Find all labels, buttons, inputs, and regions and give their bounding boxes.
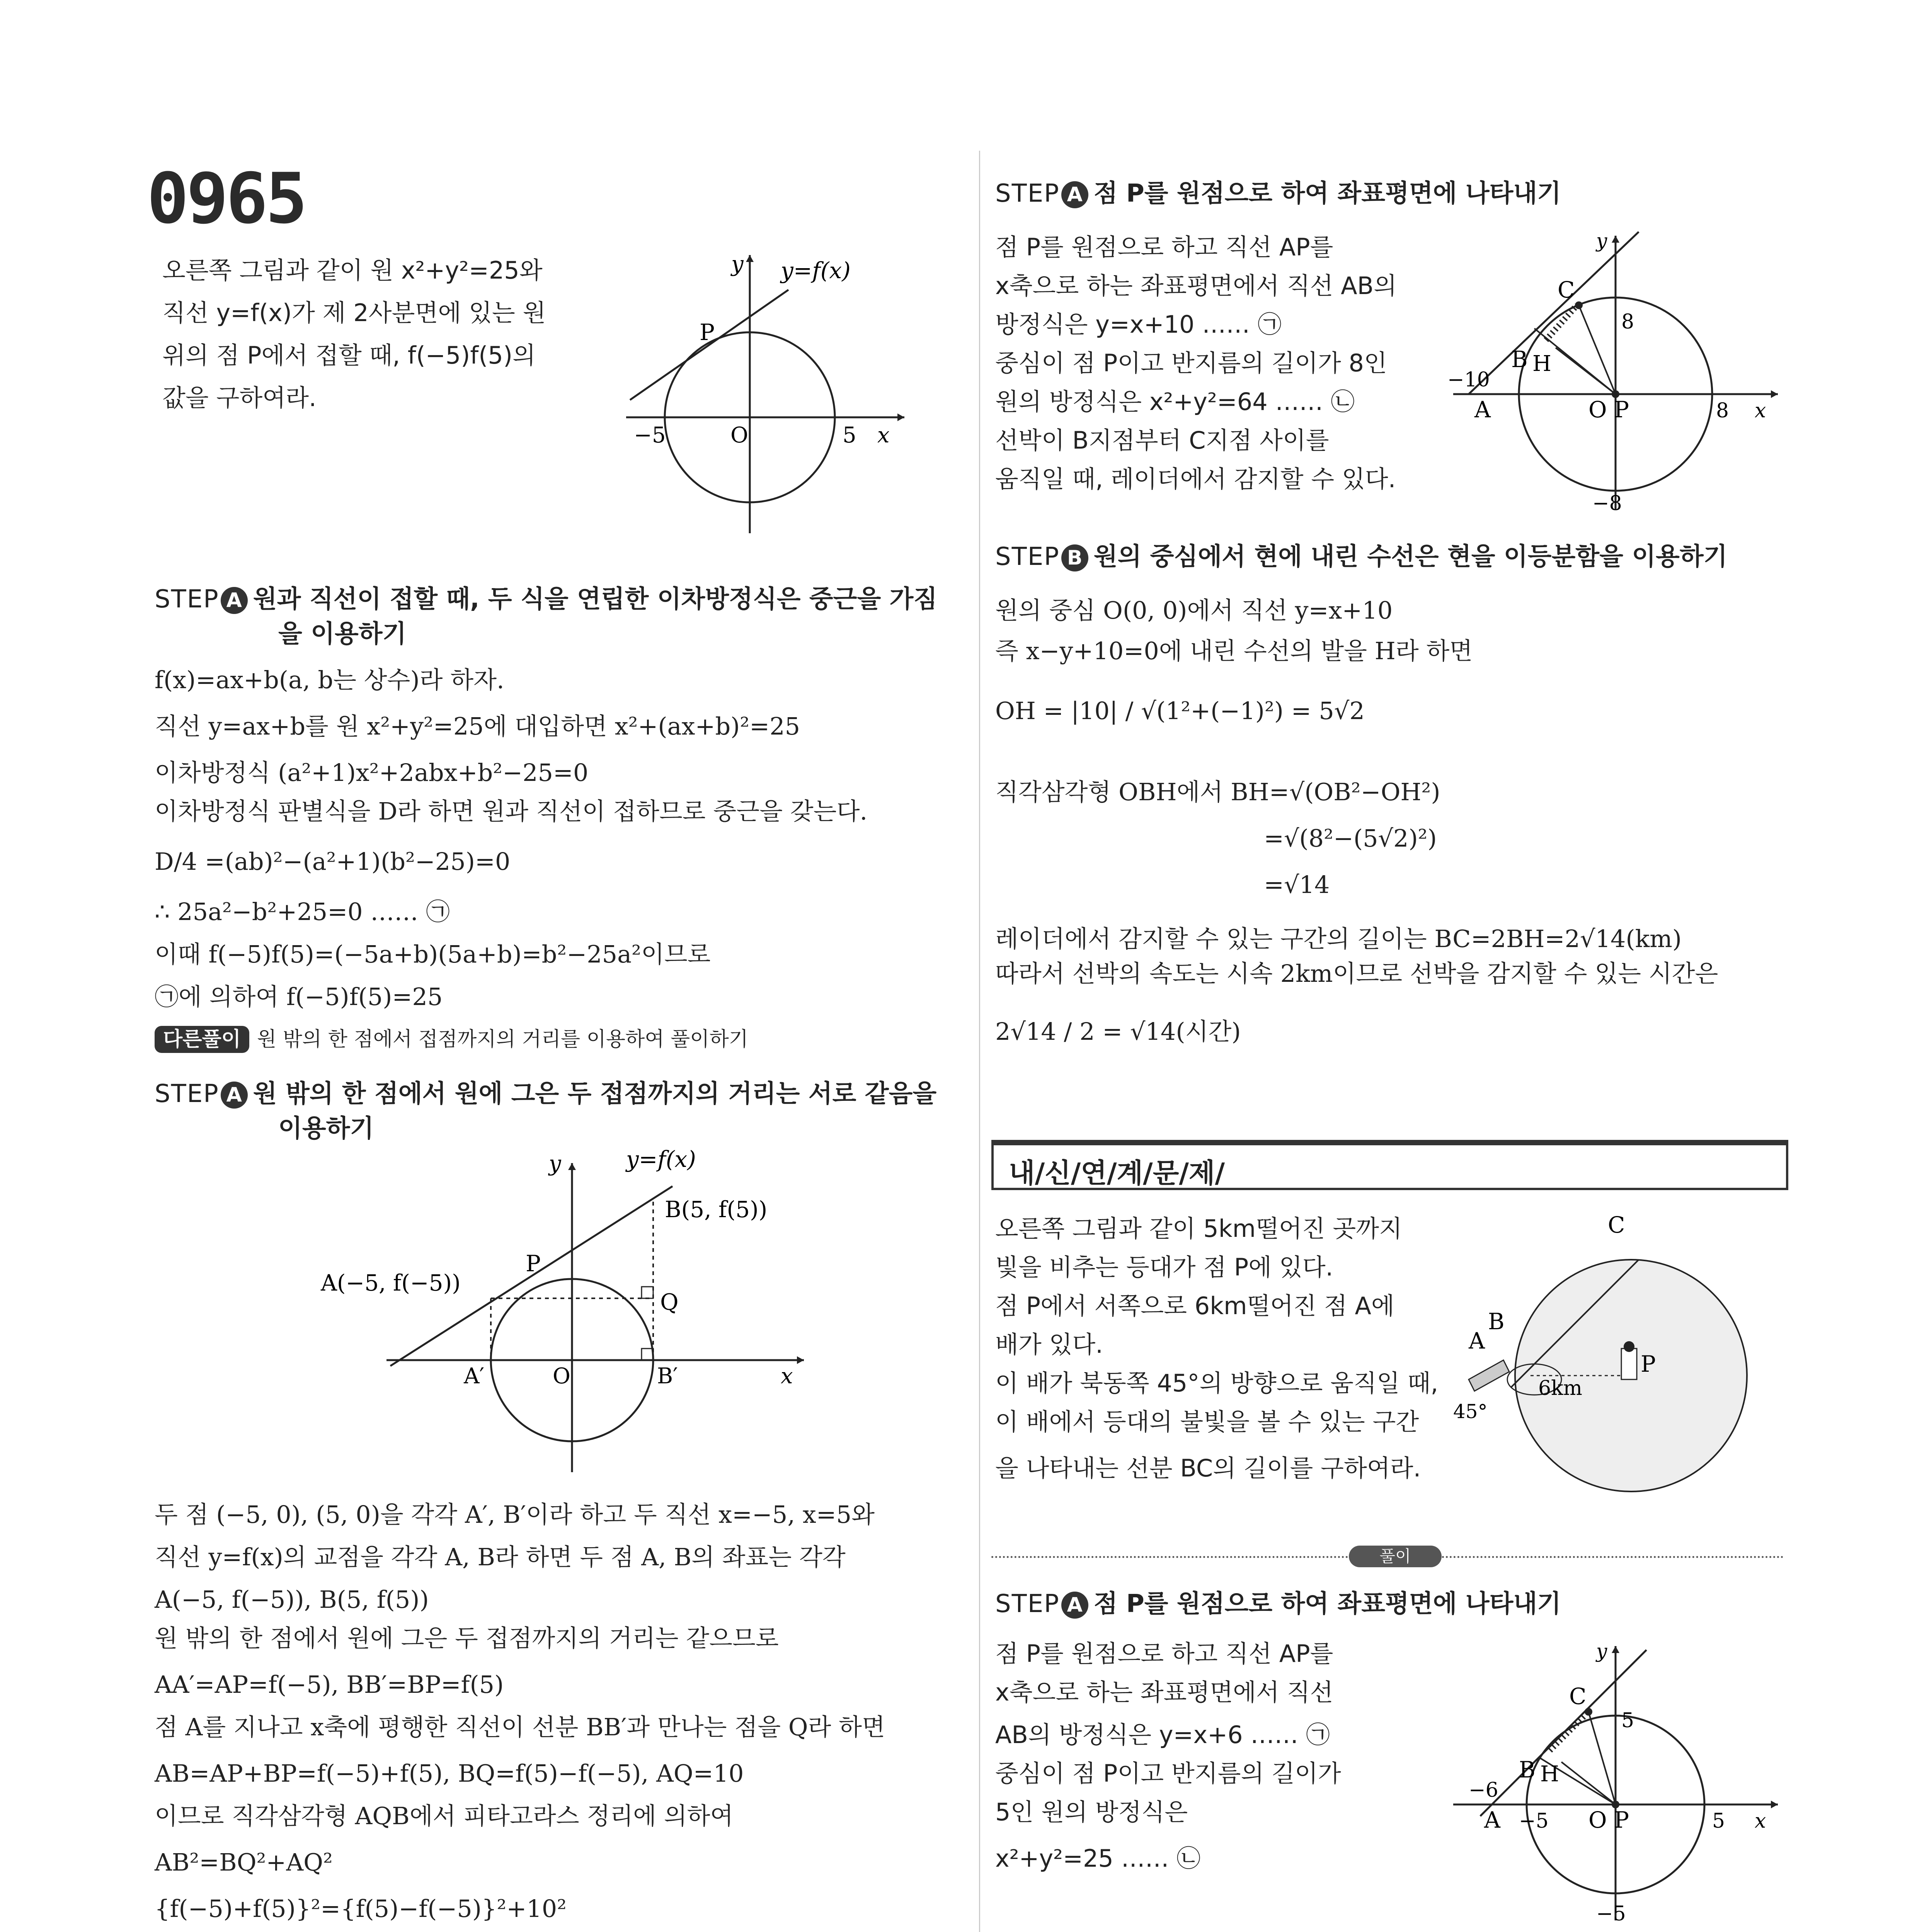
solution-line: AA′=AP=f(−5), BB′=BP=f(5) xyxy=(155,1670,504,1699)
fig-label-p5: 5 xyxy=(843,423,856,448)
step-badge: A xyxy=(221,1082,248,1109)
fig-label-O: O xyxy=(730,423,748,448)
linked-problem-title: 내/신/연/계/문/제/ xyxy=(1009,1157,1225,1189)
figA2-m5: −5 xyxy=(1519,1810,1549,1833)
solution-line: 점 A를 지나고 x축에 평행한 직선이 선분 BB′과 만나는 점을 Q라 하면 xyxy=(155,1713,885,1741)
fig-label-y: y xyxy=(731,252,744,277)
link-fig-angle: 45° xyxy=(1453,1400,1488,1423)
figA2-H: H xyxy=(1540,1762,1559,1787)
step-badge: A xyxy=(1061,181,1088,208)
figA-A: A xyxy=(1474,396,1491,423)
figA2-m6: −6 xyxy=(1469,1779,1498,1802)
fig2-label-x: x xyxy=(781,1364,793,1389)
solution-line: 레이더에서 감지할 수 있는 구간의 길이는 BC=2BH=2√14(km) xyxy=(995,925,1682,953)
fig2-label-Q: Q xyxy=(660,1289,679,1315)
solution-line: 즉 x−y+10=0에 내린 수선의 발을 H라 하면 xyxy=(995,637,1473,665)
solution-line: AB의 방정식은 y=x+6 …… ㉠ xyxy=(995,1721,1330,1749)
problem-line: 배가 있다. xyxy=(995,1330,1103,1359)
figA2-m5y: −5 xyxy=(1596,1902,1626,1925)
solution-line: 중심이 점 P이고 반지름의 길이가 8인 xyxy=(995,349,1387,377)
solution-line: 이때 f(−5)f(5)=(−5a+b)(5a+b)=b²−25a²이므로 xyxy=(155,940,711,968)
solution-line: 직선 y=f(x)의 교점을 각각 A, B라 하면 두 점 A, B의 좌표는 각각 xyxy=(155,1543,846,1571)
figA-y: y xyxy=(1596,230,1607,252)
step-a-heading-2-cont: 이용하기 xyxy=(278,1114,374,1143)
problem-line: 빛을 비추는 등대가 점 P에 있다. xyxy=(995,1253,1333,1281)
figA2-5x: 5 xyxy=(1712,1810,1725,1833)
step-a-heading-2: STEP A 원 밖의 한 점에서 원에 그은 두 접점까지의 거리는 서로 같음을 xyxy=(155,1080,937,1108)
figA2-OP: O P xyxy=(1588,1807,1629,1833)
fig-label-fx: y=f(x) xyxy=(781,257,851,284)
figA2-y: y xyxy=(1596,1640,1607,1662)
link-fig-6km: 6km xyxy=(1538,1377,1582,1400)
link-fig-A: A xyxy=(1469,1328,1485,1354)
solution-line: 원 밖의 한 점에서 원에 그은 두 접점까지의 거리는 같으므로 xyxy=(155,1624,779,1652)
alt-solution-badge: 다른풀이 xyxy=(155,1026,249,1053)
problem-line: 오른쪽 그림과 같이 원 x²+y²=25와 xyxy=(162,256,543,284)
solution-line: 중심이 점 P이고 반지름의 길이가 xyxy=(995,1759,1341,1787)
link-fig-C: C xyxy=(1608,1212,1625,1238)
figA-8x: 8 xyxy=(1716,399,1729,422)
figA-C: C xyxy=(1558,277,1575,303)
figA2-C: C xyxy=(1569,1683,1587,1709)
solution-line: 원의 중심 O(0, 0)에서 직선 y=x+10 xyxy=(995,596,1393,624)
solution-line: 직각삼각형 OBH에서 BH=√(OB²−OH²) xyxy=(995,778,1440,806)
figA2-x: x xyxy=(1755,1810,1766,1833)
solution-line: OH = |10| / √(1²+(−1)²) = 5√2 xyxy=(995,697,1365,725)
fig2-label-fx: y=f(x) xyxy=(626,1146,696,1172)
problem-line: 점 P에서 서쪽으로 6km떨어진 점 A에 xyxy=(995,1292,1394,1320)
solution-line: x축으로 하는 좌표평면에서 직선 xyxy=(995,1678,1333,1706)
column-divider xyxy=(979,151,980,1932)
solution-line: AB²=BQ²+AQ² xyxy=(155,1848,333,1876)
fig2-label-Bp: B′ xyxy=(657,1364,678,1389)
fig-label-m5: −5 xyxy=(634,423,666,448)
step-badge: A xyxy=(1061,1592,1088,1619)
solution-line: 2√14 / 2 = √14(시간) xyxy=(995,1017,1241,1046)
figure-0965-tangent-lengths xyxy=(317,1144,843,1476)
problem-number-0965: 0965 xyxy=(147,158,305,239)
right-step-b-heading: STEP B 원의 중심에서 현에 내린 수선은 현을 이등분함을 이용하기 xyxy=(995,543,1728,571)
fig2-label-P: P xyxy=(526,1250,541,1277)
solution-line: AB=AP+BP=f(−5)+f(5), BQ=f(5)−f(−5), AQ=10 xyxy=(155,1759,744,1787)
problem-line: 위의 점 P에서 접할 때, f(−5)f(5)의 xyxy=(162,341,536,369)
problem-line: 직선 y=f(x)가 제 2사분면에 있는 원 xyxy=(162,299,546,327)
fig2-label-Ap: A′ xyxy=(464,1364,485,1389)
solution-line: ∴ 25a²−b²+25=0 …… ㉠ xyxy=(155,898,450,926)
problem-line: 값을 구하여라. xyxy=(162,384,317,412)
fig2-label-O: O xyxy=(553,1364,570,1389)
alternative-solution-banner: 다른풀이 원 밖의 한 점에서 접점까지의 거리를 이용하여 풀이하기 xyxy=(155,1026,748,1053)
figA2-A: A xyxy=(1484,1807,1500,1833)
solution-line: 이므로 직각삼각형 AQB에서 피타고라스 정리에 의하여 xyxy=(155,1802,734,1830)
solution-line: 이차방정식 판별식을 D라 하면 원과 직선이 접하므로 중근을 갖는다. xyxy=(155,797,868,825)
solution-tag: 풀이 xyxy=(1349,1546,1442,1567)
solution-line: D/4 =(ab)²−(a²+1)(b²−25)=0 xyxy=(155,847,511,876)
solution-line: =√14 xyxy=(1264,871,1330,899)
solution-line: 직선 y=ax+b를 원 x²+y²=25에 대입하면 x²+(ax+b)²=25 xyxy=(155,712,800,740)
figA-B: B xyxy=(1511,346,1528,372)
solution-line: 점 P를 원점으로 하고 직선 AP를 xyxy=(995,233,1333,261)
solution-line: f(x)=ax+b(a, b는 상수)라 하자. xyxy=(155,666,504,694)
fig-label-P: P xyxy=(700,319,715,345)
solution-line: 5인 원의 방정식은 xyxy=(995,1798,1188,1826)
link-fig-P: P xyxy=(1641,1351,1656,1377)
solution-line: 점 P를 원점으로 하고 직선 AP를 xyxy=(995,1639,1333,1668)
figure-linked-coordinate xyxy=(1445,1634,1786,1928)
step-a-heading-1: STEP A 원과 직선이 접할 때, 두 식을 연립한 이차방정식은 중근을 가짐 xyxy=(155,585,938,614)
step-badge: B xyxy=(1061,544,1088,571)
figure-linked-lighthouse xyxy=(1445,1209,1786,1503)
right-step-a-heading: STEP A 점 P를 원점으로 하여 좌표평면에 나타내기 xyxy=(995,179,1561,208)
problem-line: 이 배에서 등대의 불빛을 볼 수 있는 구간 xyxy=(995,1408,1419,1436)
fig2-label-B: B(5, f(5)) xyxy=(665,1196,768,1223)
figA-x: x xyxy=(1755,399,1766,422)
problem-line: 오른쪽 그림과 같이 5km떨어진 곳까지 xyxy=(995,1214,1403,1243)
figA-m10: −10 xyxy=(1447,368,1490,391)
solution-line: 이차방정식 (a²+1)x²+2abx+b²−25=0 xyxy=(155,759,589,787)
figure-0965-circle-tangent xyxy=(618,247,912,541)
solution-line: =√(8²−(5√2)²) xyxy=(1264,824,1437,852)
problem-line: 이 배가 북동쪽 45°의 방향으로 움직일 때, xyxy=(995,1369,1439,1397)
solution-line: 따라서 선박의 속도는 시속 2km이므로 선박을 감지할 수 있는 시간은 xyxy=(995,959,1718,988)
figA2-5: 5 xyxy=(1621,1709,1634,1732)
solution-line: 움직일 때, 레이더에서 감지할 수 있다. xyxy=(995,465,1396,493)
solution-line: x²+y²=25 …… ㉡ xyxy=(995,1844,1201,1872)
figA-8: 8 xyxy=(1621,310,1634,333)
linked-step-a-heading: STEP A 점 P를 원점으로 하여 좌표평면에 나타내기 xyxy=(995,1590,1561,1618)
figure-right-coordinate-radar xyxy=(1445,224,1786,518)
solution-line: 선박이 B지점부터 C지점 사이를 xyxy=(995,426,1329,454)
solution-line: 방정식은 y=x+10 …… ㉠ xyxy=(995,310,1282,338)
solution-line: {f(−5)+f(5)}²={f(5)−f(−5)}²+10² xyxy=(155,1895,567,1923)
figA2-B: B xyxy=(1519,1757,1536,1783)
figA-m8: −8 xyxy=(1592,492,1622,515)
fig2-label-y: y xyxy=(549,1151,561,1176)
solution-line: x축으로 하는 좌표평면에서 직선 AB의 xyxy=(995,272,1397,300)
step-badge: A xyxy=(221,587,248,614)
problem-line: 을 나타내는 선분 BC의 길이를 구하여라. xyxy=(995,1454,1421,1482)
solution-line: 원의 방정식은 x²+y²=64 …… ㉡ xyxy=(995,388,1355,416)
fig-label-x: x xyxy=(877,423,890,448)
link-fig-B: B xyxy=(1488,1308,1505,1335)
figA-OP: O P xyxy=(1588,396,1629,423)
step-a-heading-1-cont: 을 이용하기 xyxy=(278,620,407,648)
solution-line: ㉠에 의하여 f(−5)f(5)=25 xyxy=(155,983,443,1011)
solution-line: 두 점 (−5, 0), (5, 0)을 각각 A′, B′이라 하고 두 직선 x=−5, x=5와 xyxy=(155,1500,875,1529)
solution-line: A(−5, f(−5)), B(5, f(5)) xyxy=(155,1585,429,1614)
fig2-label-A: A(−5, f(−5)) xyxy=(321,1270,461,1296)
figA-H: H xyxy=(1532,351,1551,376)
